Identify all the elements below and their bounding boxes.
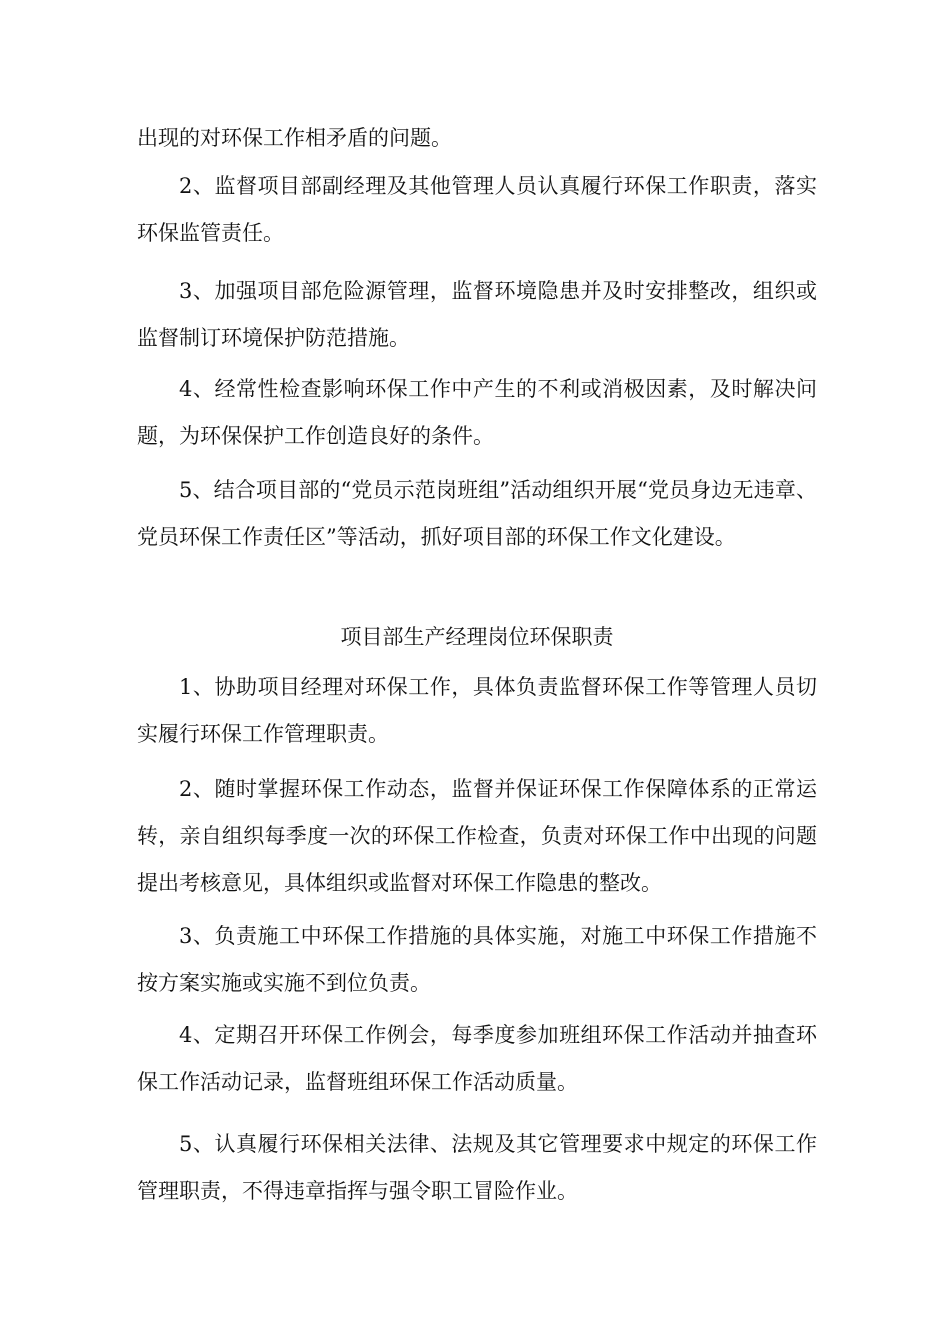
section-item-2: 2、随时掌握环保工作动态，监督并保证环保工作保障体系的正常运转，亲自组织每季度一次的环保工作检查，负责对环保工作中出现的问题提出考核意见，具体组织或监督对环保工作隐患的整改。 (137, 777, 817, 895)
paragraph-continuation: 出现的对环保工作相矛盾的问题。 (137, 126, 452, 150)
paragraph-item-4: 4、经常性检查影响环保工作中产生的不利或消极因素，及时解决问题，为环保保护工作创造良好的条件。 (137, 377, 817, 448)
section-item-4: 4、定期召开环保工作例会，每季度参加班组环保工作活动并抽查环保工作活动记录，监督班组环保工作活动质量。 (137, 1023, 817, 1094)
paragraph-item-5: 5、结合项目部的“党员示范岗班组”活动组织开展“党员身边无违章、党员环保工作责任区”等活动，抓好项目部的环保工作文化建设。 (137, 478, 817, 549)
paragraph-item-3: 3、加强项目部危险源管理，监督环境隐患并及时安排整改，组织或监督制订环境保护防范措施。 (137, 279, 817, 350)
section-item-1: 1、协助项目经理对环保工作，具体负责监督环保工作等管理人员切实履行环保工作管理职责。 (137, 675, 817, 746)
paragraph-item-2: 2、监督项目部副经理及其他管理人员认真履行环保工作职责，落实环保监管责任。 (137, 174, 817, 245)
section-item-3: 3、负责施工中环保工作措施的具体实施，对施工中环保工作措施不按方案实施或实施不到位负责。 (137, 924, 817, 995)
section-title: 项目部生产经理岗位环保职责 (340, 625, 614, 649)
section-item-5: 5、认真履行环保相关法律、法规及其它管理要求中规定的环保工作管理职责，不得违章指挥与强令职工冒险作业。 (137, 1132, 817, 1203)
